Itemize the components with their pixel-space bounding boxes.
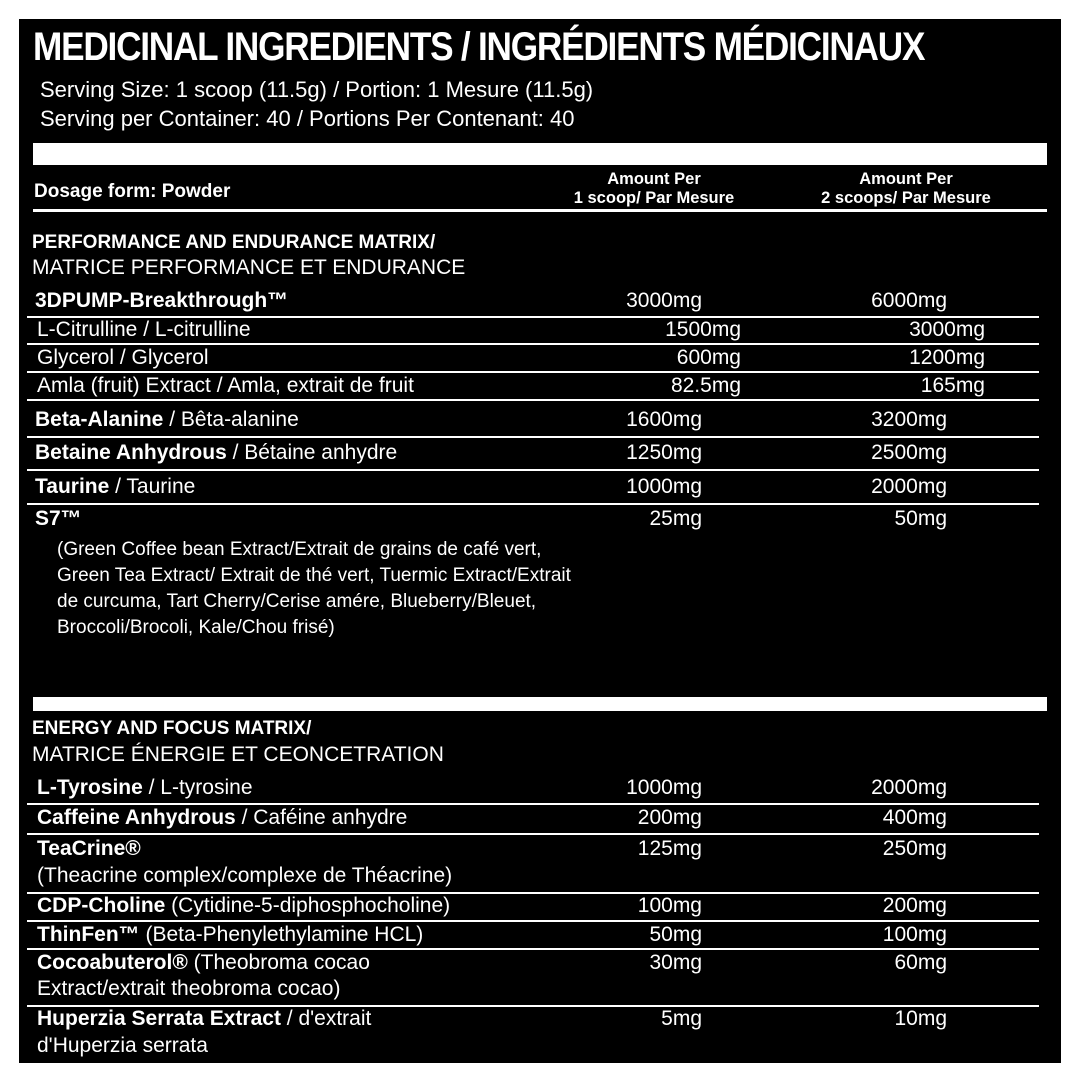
amount-1-scoop: 1250mg (626, 441, 702, 464)
amount-1-scoop: 100mg (637, 894, 702, 917)
ingredient-name (35, 289, 288, 313)
amount-1-scoop: 25mg (649, 507, 702, 530)
amount-1-scoop: 1000mg (626, 475, 702, 498)
ingredient-name (37, 318, 251, 342)
amount-2-scoops: 1200mg (909, 346, 985, 369)
amount-1-scoop: 1500mg (665, 318, 741, 341)
ingredient-name (37, 894, 450, 918)
dosage-form: Dosage form: Powder (34, 181, 231, 202)
ingredient-name-bold: Caffeine Anhydrous (37, 806, 236, 829)
section-title-energy: ENERGY AND FOCUS MATRIX/ (32, 718, 312, 739)
serving-size: Serving Size: 1 scoop (11.5g) / Portion: 1 Mesure (11.5g) (40, 77, 594, 102)
ingredient-name (35, 475, 195, 499)
ingredient-name-bold: Beta-Alanine (35, 408, 164, 431)
ingredient-name-bold: Taurine (35, 475, 110, 498)
ingredient-name-rest: / Taurine (109, 475, 196, 498)
amount-1-scoop: 1600mg (626, 408, 702, 431)
amount-2-scoops: 165mg (920, 374, 985, 397)
column-header-2-scoops: Amount Per 2 scoops/ Par Mesure (821, 170, 991, 207)
amount-2-scoops: 2000mg (871, 475, 947, 498)
amount-2-scoops: 10mg (894, 1007, 947, 1030)
ingredient-name-rest: / Bêta-alanine (163, 408, 299, 431)
row-divider (27, 399, 1039, 401)
ingredient-name-bold: TeaCrine® (37, 837, 141, 860)
ingredient-name-bold: CDP-Choline (37, 894, 166, 917)
ingredient-name (35, 507, 82, 531)
amount-2-scoops: 6000mg (871, 289, 947, 312)
ingredient-name-bold: 3DPUMP-Breakthrough™ (35, 289, 289, 312)
section-subtitle-energy: MATRICE ÉNERGIE ET CEONCETRATION (32, 743, 444, 766)
page-title: MEDICINAL INGREDIENTS / INGRÉDIENTS MÉDICINAUX (33, 25, 925, 69)
ingredient-description: d'Huperzia serrata (37, 1034, 208, 1057)
ingredient-name-rest: (Cytidine-5-diphosphocholine) (165, 894, 451, 917)
amount-1-scoop: 600mg (676, 346, 741, 369)
ingredient-name-rest: / d'extrait (280, 1007, 372, 1030)
ingredient-name-bold: ThinFen™ (37, 923, 140, 946)
ingredient-name (37, 374, 414, 398)
amount-2-scoops: 200mg (882, 894, 947, 917)
amount-1-scoop: 200mg (637, 806, 702, 829)
section-subtitle-performance: MATRICE PERFORMANCE ET ENDURANCE (32, 256, 466, 279)
ingredient-name-bold: L-Tyrosine (37, 776, 143, 799)
ingredient-name (37, 923, 423, 947)
ingredient-name-bold: Huperzia Serrata Extract (37, 1007, 281, 1030)
ingredient-name-rest: / Caféine anhydre (235, 806, 408, 829)
section-title-performance: PERFORMANCE AND ENDURANCE MATRIX/ (32, 232, 436, 253)
ingredient-name (37, 951, 370, 975)
amount-2-scoops: 400mg (882, 806, 947, 829)
divider-bar (33, 143, 1047, 165)
row-divider (27, 920, 1039, 922)
ingredient-description: (Theacrine complex/complexe de Théacrine) (37, 864, 453, 887)
column-header-1-scoop: Amount Per 1 scoop/ Par Mesure (573, 170, 735, 207)
amount-2-scoops: 2000mg (871, 776, 947, 799)
ingredient-name-rest: / L-tyrosine (142, 776, 253, 799)
ingredient-name-bold: S7™ (35, 507, 82, 530)
row-divider (27, 343, 1039, 345)
row-divider (27, 948, 1039, 950)
amount-1-scoop: 3000mg (626, 289, 702, 312)
ingredient-name (37, 1007, 371, 1031)
ingredient-name (35, 408, 299, 432)
ingredient-name-rest: / Bétaine anhydre (226, 441, 398, 464)
amount-2-scoops: 2500mg (871, 441, 947, 464)
s7-description: (Green Coffee bean Extract/Extrait de grains de café vert, Green Tea Extract/ Extrait de thé vert, Tuermic Extract/Extrait de curcuma, Tart Cherry/Cerise amére, Blueberry/Bleuet, Broccoli/Brocoli, Kale/Chou frisé) (57, 539, 571, 638)
amount-1-scoop: 1000mg (626, 776, 702, 799)
amount-1-scoop: 125mg (637, 837, 702, 860)
ingredient-name-rest: L-Citrulline / L-citrulline (37, 318, 251, 341)
amount-2-scoops: 100mg (882, 923, 947, 946)
row-divider (27, 833, 1039, 835)
row-divider (27, 503, 1039, 505)
ingredient-name (35, 441, 397, 465)
amount-1-scoop: 82.5mg (670, 374, 741, 397)
ingredient-name-rest: Amla (fruit) Extract / Amla, extrait de fruit (37, 374, 414, 397)
section-divider-bar (33, 697, 1047, 711)
row-divider (27, 469, 1039, 471)
amount-1-scoop: 30mg (649, 951, 702, 974)
ingredient-description: Extract/extrait theobroma cocao) (37, 977, 341, 1000)
amount-2-scoops: 250mg (882, 837, 947, 860)
servings-per-container: Serving per Container: 40 / Portions Per Contenant: 40 (40, 106, 575, 131)
amount-1-scoop: 5mg (661, 1007, 702, 1030)
ingredient-name-rest: (Beta-Phenylethylamine HCL) (139, 923, 424, 946)
ingredient-name-rest: (Theobroma cocao (187, 951, 370, 974)
ingredient-name-bold: Betaine Anhydrous (35, 441, 227, 464)
ingredient-name-rest: Glycerol / Glycerol (37, 346, 209, 369)
amount-2-scoops: 50mg (894, 507, 947, 530)
row-divider (27, 436, 1039, 438)
ingredient-name (37, 346, 209, 370)
amount-2-scoops: 3200mg (871, 408, 947, 431)
amount-2-scoops: 3000mg (909, 318, 985, 341)
ingredient-name (37, 837, 141, 861)
ingredient-name-bold: Cocoabuterol® (37, 951, 188, 974)
ingredient-name (37, 806, 407, 830)
amount-2-scoops: 60mg (894, 951, 947, 974)
header-divider (33, 209, 1047, 212)
row-divider (27, 803, 1039, 805)
supplement-facts-panel (19, 19, 1061, 1063)
ingredient-name (37, 776, 253, 800)
amount-1-scoop: 50mg (649, 923, 702, 946)
row-divider (27, 371, 1039, 373)
